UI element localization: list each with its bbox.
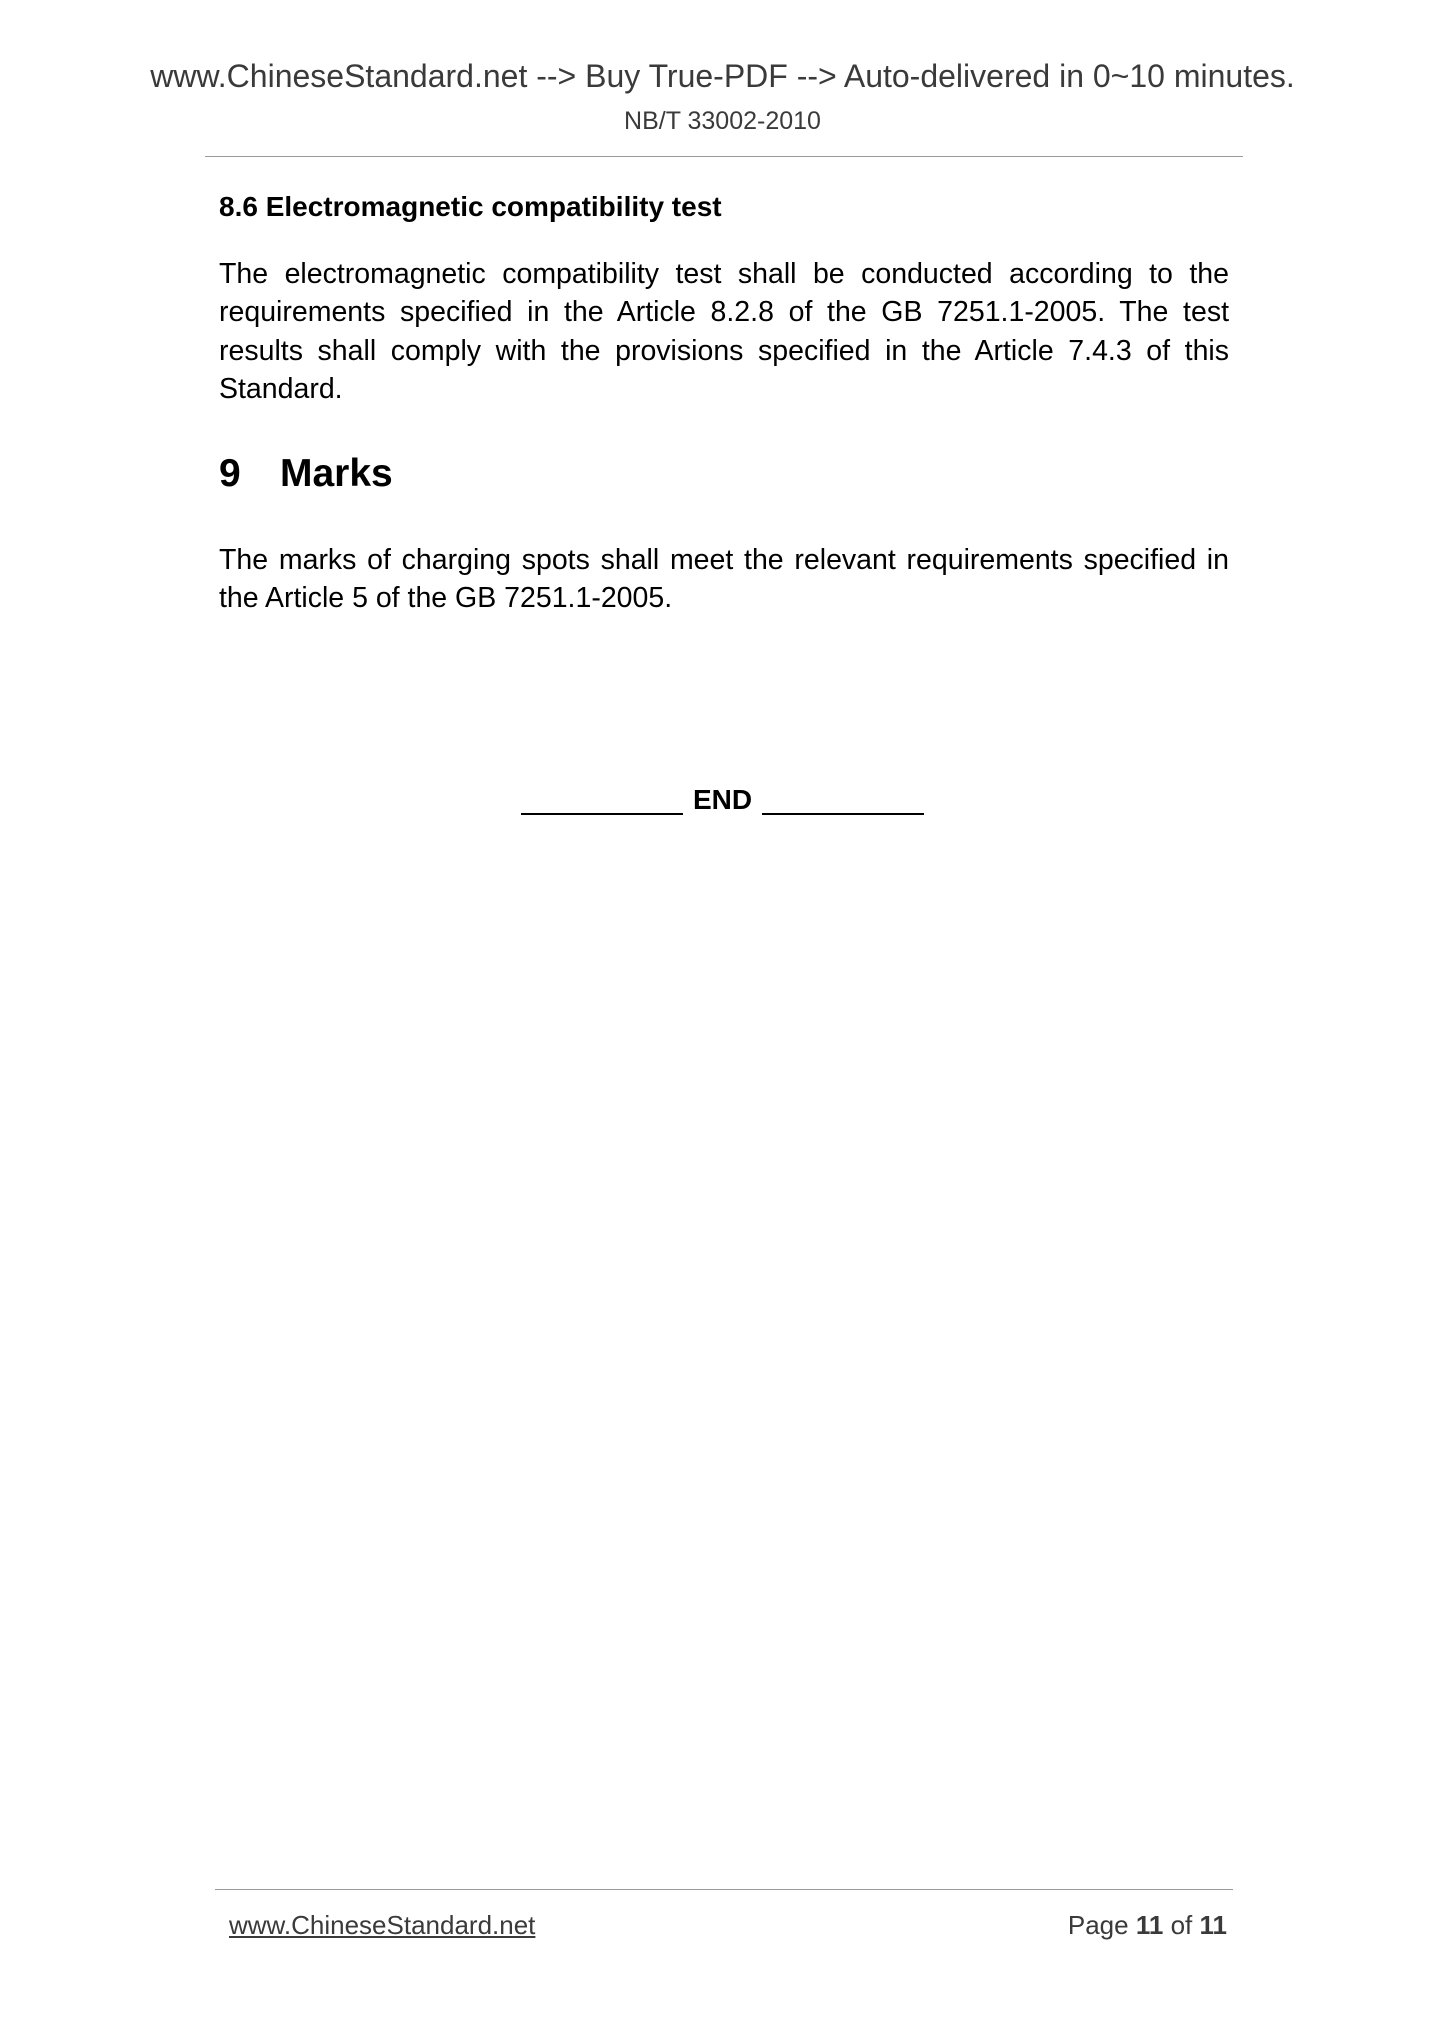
footer-divider: [215, 1889, 1233, 1890]
chapter-heading-9: [219, 451, 393, 497]
page-total: 11: [1199, 1910, 1227, 1940]
header-banner: www.ChineseStandard.net --> Buy True-PDF --> Auto-delivered in 0~10 minutes.: [150, 58, 1295, 94]
page-word: Page: [1067, 1910, 1129, 1940]
page-current: 11: [1135, 1910, 1164, 1940]
end-label: END: [692, 784, 753, 815]
end-marker: [0, 780, 1445, 820]
footer-website-link[interactable]: www.ChineseStandard.net: [229, 1910, 536, 1940]
section-8-6-paragraph: The electromagnetic compatibility test shall be conducted according to the requirements specified in the Article 8.2.8 of the GB 7251.1-2005. The test results shall comply with the provisions specified in the Article 7.4.3 of this Standard.: [219, 258, 1229, 405]
chapter-title: Marks: [280, 452, 393, 495]
page-of-word: of: [1170, 1910, 1193, 1940]
chapter-number: 9: [219, 452, 241, 495]
section-heading-8-6: 8.6 Electromagnetic compatibility test: [219, 191, 722, 222]
header-divider: [205, 156, 1243, 157]
document-code: NB/T 33002-2010: [624, 107, 821, 135]
page-indicator: [1068, 1909, 1227, 1941]
end-rule-left: [521, 813, 683, 815]
end-rule-right: [762, 813, 924, 815]
chapter-9-paragraph: The marks of charging spots shall meet the relevant requirements specified in the Article 5 of the GB 7251.1-2005.: [219, 544, 1229, 615]
